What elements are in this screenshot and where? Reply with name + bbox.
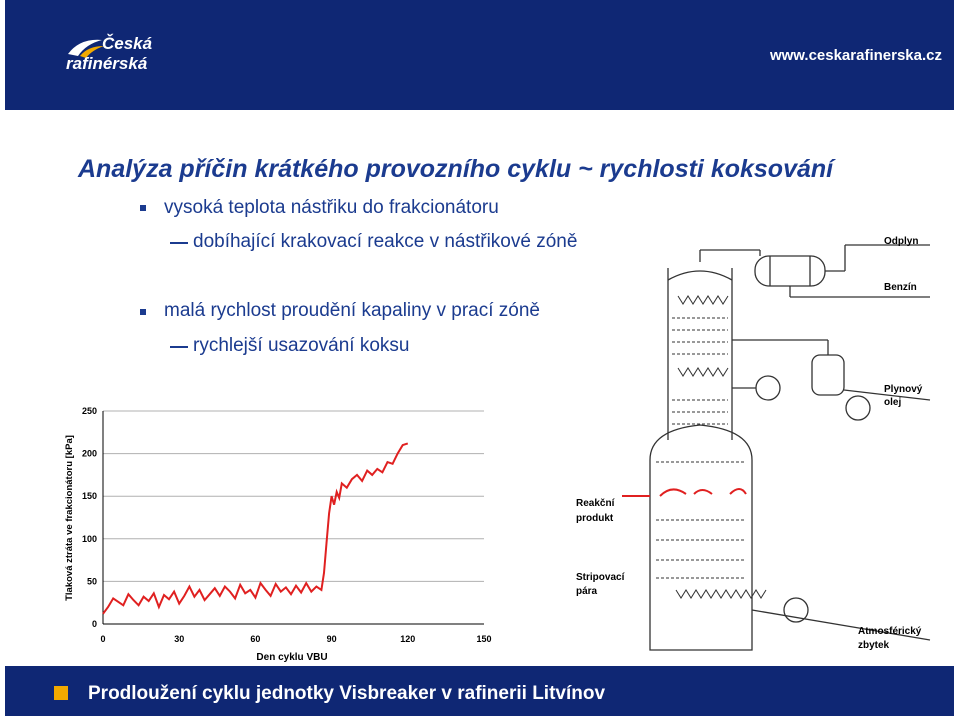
x-tick-label: 120 bbox=[400, 634, 416, 644]
website-link[interactable]: www.ceskarafinerska.cz bbox=[769, 47, 942, 64]
chart-ticks bbox=[82, 406, 492, 644]
label-atm-2: zbytek bbox=[858, 640, 890, 651]
bullet-2-sub: rychlejší usazování koksu bbox=[193, 335, 410, 356]
x-tick-label: 150 bbox=[476, 634, 492, 644]
label-stripovaci-1: Stripovací bbox=[576, 572, 625, 583]
label-benzin: Benzín bbox=[884, 282, 917, 293]
bullet-square-icon bbox=[140, 205, 146, 211]
x-tick-label: 0 bbox=[100, 634, 106, 644]
bullet-square-icon bbox=[140, 309, 146, 315]
bullet-1-text: vysoká teplota nástřiku do frakcionátoru bbox=[164, 197, 499, 218]
trays bbox=[656, 296, 766, 598]
y-tick-label: 200 bbox=[81, 448, 97, 459]
page-title: Analýza příčin krátkého provozního cyklu ~ rychlosti koksování bbox=[78, 155, 834, 183]
label-plynovy-olej-1: Plynový bbox=[884, 384, 923, 395]
logo-line1: Česká bbox=[102, 34, 153, 53]
label-stripovaci-2: pára bbox=[576, 586, 598, 597]
footer-square-icon bbox=[54, 686, 68, 700]
chart-gridlines bbox=[103, 411, 484, 624]
logo-line2: rafinérská bbox=[66, 54, 148, 73]
label-plynovy-olej-2: olej bbox=[884, 397, 902, 408]
x-tick-label: 60 bbox=[250, 634, 261, 644]
y-tick-label: 50 bbox=[86, 576, 97, 587]
y-tick-label: 0 bbox=[91, 619, 97, 629]
x-tick-label: 90 bbox=[326, 634, 337, 644]
bullet-2-text: malá rychlost proudění kapaliny v prací zóně bbox=[164, 300, 540, 321]
y-tick-label: 150 bbox=[81, 491, 97, 502]
x-tick-label: 30 bbox=[174, 634, 185, 644]
series-line bbox=[103, 443, 408, 613]
label-atm-1: Atmosférický bbox=[858, 626, 922, 637]
label-reakcni-1: Reakční bbox=[576, 498, 615, 509]
x-axis-label: Den cyklu VBU bbox=[256, 652, 328, 663]
logo bbox=[66, 34, 176, 82]
dash-icon bbox=[170, 242, 188, 244]
bullet-1-sub: dobíhající krakovací reakce v nástřikové zóně bbox=[193, 231, 578, 252]
y-axis-label: Tlaková ztráta ve frakcionátoru [kPa] bbox=[64, 435, 75, 601]
dash-icon bbox=[170, 346, 188, 348]
y-tick-label: 250 bbox=[81, 406, 97, 416]
label-reakcni-2: produkt bbox=[576, 513, 614, 524]
label-odplyn: Odplyn bbox=[884, 236, 919, 247]
footer-text: Prodloužení cyklu jednotky Visbreaker v rafinerii Litvínov bbox=[88, 683, 606, 704]
y-tick-label: 100 bbox=[81, 533, 97, 544]
reaction-arrows-icon bbox=[622, 489, 746, 496]
